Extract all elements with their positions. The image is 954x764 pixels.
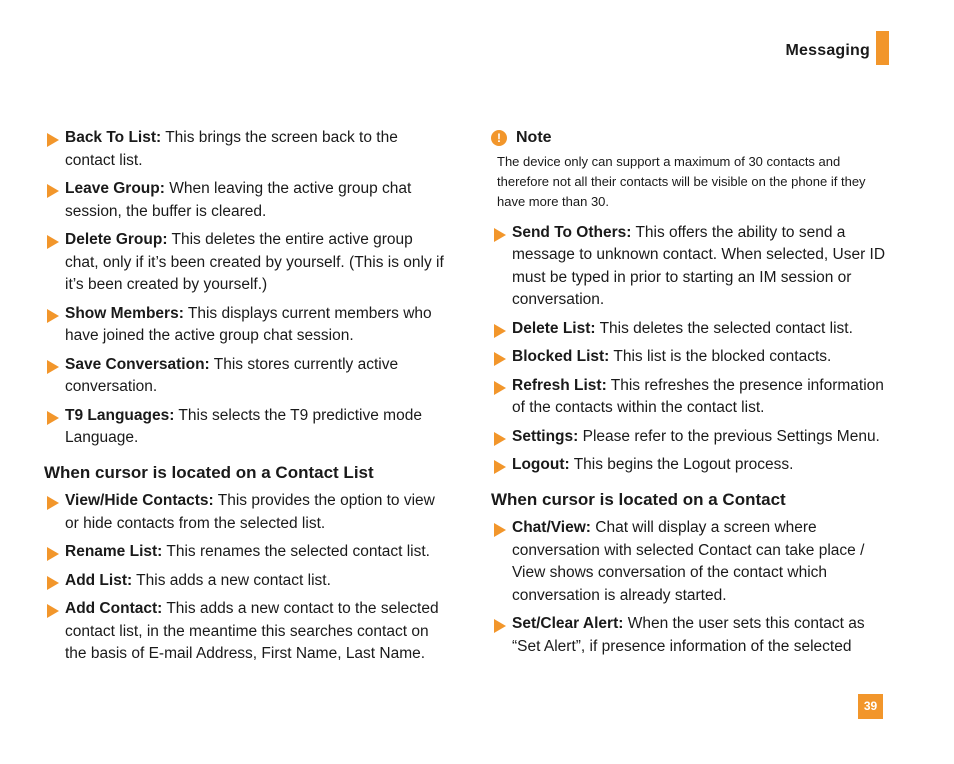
section-title: When cursor is located on a Contact List xyxy=(44,462,374,482)
bullet-arrow-icon xyxy=(494,381,506,395)
bullet-arrow-icon xyxy=(494,228,506,242)
list-item xyxy=(491,517,891,607)
item-text: This selects the T9 predictive mode Language. xyxy=(65,406,422,446)
bullet-arrow-icon xyxy=(47,133,59,147)
bullet-arrow-icon xyxy=(47,411,59,425)
item-term: Leave Group: xyxy=(65,180,165,197)
item-term: T9 Languages: xyxy=(65,406,175,424)
bullet-arrow-icon xyxy=(494,352,506,366)
note-body: The device only can support a maximum of 30 contacts and therefore not all their contacts will be visible on the phone if they have more than 30. xyxy=(497,153,866,209)
item-text: This list is the blocked contacts. xyxy=(609,348,832,365)
item-term: View/Hide Contacts: xyxy=(65,492,214,509)
item-term: Delete List: xyxy=(512,319,596,337)
item-text: This brings the screen back to the contact list. xyxy=(65,129,398,169)
bullet-arrow-icon xyxy=(47,184,59,198)
note-title: Note xyxy=(516,129,552,146)
item-text: This refreshes the presence information of the contacts within the contact list. xyxy=(512,376,884,416)
list-item xyxy=(491,318,891,341)
item-term: Rename List: xyxy=(65,543,163,560)
section-header: Messaging xyxy=(785,42,870,59)
list-item xyxy=(44,490,444,535)
item-term: Add Contact: xyxy=(65,600,163,617)
bullet-arrow-icon xyxy=(47,496,59,510)
item-term: Send To Others: xyxy=(512,223,632,241)
bullet-arrow-icon xyxy=(47,309,59,323)
list-item xyxy=(491,454,891,477)
note-header xyxy=(491,127,891,150)
header-accent-bar xyxy=(876,31,889,65)
item-term: Set/Clear Alert: xyxy=(512,615,624,632)
list-item xyxy=(44,405,444,450)
left-section-list xyxy=(44,490,444,666)
item-term: Delete Group: xyxy=(65,231,168,248)
bullet-arrow-icon xyxy=(47,235,59,249)
item-text: This stores currently active conversation. xyxy=(65,355,399,395)
list-item xyxy=(44,541,444,564)
list-item xyxy=(44,570,444,593)
list-item xyxy=(44,127,444,172)
item-term: Save Conversation: xyxy=(65,355,210,373)
exclamation-icon: ! xyxy=(491,130,507,146)
item-text: This renames the selected contact list. xyxy=(162,543,430,560)
item-term: Blocked List: xyxy=(512,348,610,365)
item-text: Chat will display a screen where conversation with selected Contact can take place / View shows conversation of the contact which conversation is already started. xyxy=(512,519,865,604)
list-item xyxy=(491,346,891,369)
list-item xyxy=(44,598,444,666)
list-item xyxy=(491,375,891,420)
bullet-arrow-icon xyxy=(47,360,59,374)
list-item xyxy=(44,303,444,348)
bullet-arrow-icon xyxy=(47,604,59,618)
item-text: This deletes the entire active group chat, only if it’s been created by yourself. (This is only if it’s been created by yourself.) xyxy=(65,231,444,293)
list-item xyxy=(44,354,444,399)
section-title: When cursor is located on a Contact xyxy=(491,489,786,509)
item-term: Logout: xyxy=(512,456,570,473)
right-item-list xyxy=(491,222,891,477)
list-item xyxy=(491,222,891,312)
list-item xyxy=(44,229,444,297)
right-column xyxy=(491,127,891,664)
item-text: Please refer to the previous Settings Menu. xyxy=(578,427,880,445)
list-item xyxy=(491,426,891,449)
bullet-arrow-icon xyxy=(494,324,506,338)
item-text: When leaving the active group chat session, the buffer is cleared. xyxy=(65,180,412,220)
bullet-arrow-icon xyxy=(47,576,59,590)
item-term: Chat/View: xyxy=(512,519,591,536)
item-text: This deletes the selected contact list. xyxy=(595,319,853,337)
item-text: This begins the Logout process. xyxy=(569,456,794,473)
item-term: Settings: xyxy=(512,427,579,445)
item-text: This adds a new contact to the selected contact list, in the meantime this searches contact on the basis of E-mail Address, First Name, Last Name. xyxy=(65,600,439,662)
left-item-list xyxy=(44,127,444,450)
note-box xyxy=(491,127,891,212)
item-term: Add List: xyxy=(65,571,133,589)
list-item xyxy=(491,613,891,658)
left-column xyxy=(44,127,444,672)
bullet-arrow-icon xyxy=(494,619,506,633)
right-section-list xyxy=(491,517,891,658)
page-number: 39 xyxy=(858,694,883,719)
bullet-arrow-icon xyxy=(47,547,59,561)
item-term: Refresh List: xyxy=(512,376,607,394)
bullet-arrow-icon xyxy=(494,460,506,474)
item-text: This provides the option to view or hide contacts from the selected list. xyxy=(65,492,435,532)
item-text: This displays current members who have joined the active group chat session. xyxy=(65,304,432,344)
bullet-arrow-icon xyxy=(494,432,506,446)
item-text: This offers the ability to send a message to unknown contact. When selected, User ID must be typed in prior to starting an IM session or conversation. xyxy=(512,223,886,308)
bullet-arrow-icon xyxy=(494,523,506,537)
item-text: When the user sets this contact as “Set Alert”, if presence information of the selected xyxy=(512,615,865,655)
item-term: Show Members: xyxy=(65,304,184,322)
list-item xyxy=(44,178,444,223)
item-text: This adds a new contact list. xyxy=(132,571,331,589)
item-term: Back To List: xyxy=(65,129,162,146)
